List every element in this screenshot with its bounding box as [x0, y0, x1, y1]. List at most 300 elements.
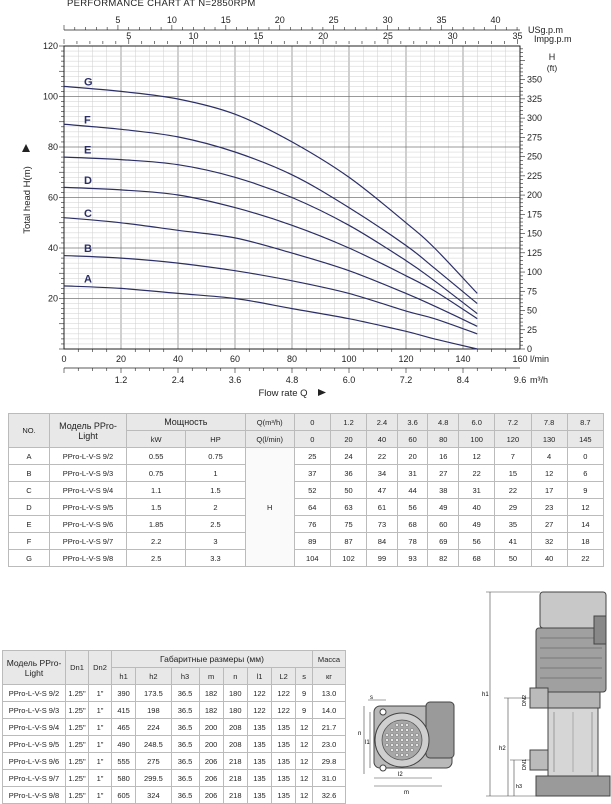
row-model: PPro-L-V-S 9/6	[50, 516, 127, 533]
row-head-value: 34	[367, 465, 398, 482]
impgpm-tick-label: 25	[382, 31, 393, 41]
m3h-tick-label: 7.2	[399, 375, 413, 385]
usgpm-unit: USg.p.m	[528, 25, 564, 35]
ft-tick-label: 250	[527, 151, 543, 162]
row-no: B	[9, 465, 50, 482]
row-dim-value: 36.5	[171, 702, 199, 719]
header-dim-s: s	[296, 668, 313, 685]
row-dim-value: 12	[296, 770, 313, 787]
vent-hole	[415, 738, 418, 741]
dim-label-h3: h3	[516, 784, 523, 790]
row-kw: 1.5	[127, 499, 186, 516]
row-dn1: 1.25"	[66, 719, 89, 736]
row-head-value: 64	[294, 499, 330, 516]
header-q-m3h-value: 7.8	[531, 414, 567, 431]
row-dim-value: 390	[112, 685, 136, 702]
y-tick-label: 40	[47, 243, 58, 253]
row-head-value: 12	[567, 499, 603, 516]
y-tick-label: 100	[42, 91, 58, 102]
header-q-m3h-value: 1.2	[330, 414, 366, 431]
header-q-m3h-value: 8.7	[567, 414, 603, 431]
row-hp: 0.75	[186, 448, 245, 465]
row-head-value: 12	[459, 448, 495, 465]
row-dim-value: 465	[112, 719, 136, 736]
row-head-value: 31	[397, 465, 428, 482]
row-dim-value: 182	[199, 702, 223, 719]
row-hp: 3	[186, 533, 245, 550]
series-label-b: B	[84, 243, 92, 256]
row-head-value: 102	[330, 550, 366, 567]
row-dn2: 1"	[89, 702, 112, 719]
row-dim-value: 12	[296, 736, 313, 753]
row-no: C	[9, 482, 50, 499]
header-dim-l2: L2	[272, 668, 296, 685]
vent-hole	[395, 728, 398, 731]
row-dn2: 1"	[89, 770, 112, 787]
row-head-value: 22	[459, 465, 495, 482]
usgpm-tick-label: 5	[115, 15, 121, 25]
table-row	[3, 736, 346, 753]
series-label-f: F	[84, 114, 91, 127]
x-tick-label: 40	[172, 354, 184, 364]
row-dim-value: 180	[223, 685, 247, 702]
ft-tick-label: 100	[527, 267, 543, 278]
x-tick-label: 160	[512, 354, 528, 364]
row-dim-value: 218	[223, 787, 247, 804]
series-label-a: A	[84, 273, 92, 286]
row-kw: 0.75	[127, 465, 186, 482]
row-head-value: 50	[330, 482, 366, 499]
row-dim-value: 200	[199, 719, 223, 736]
vent-hole	[400, 748, 403, 751]
row-model: PPro-L-V-S 9/2	[50, 448, 127, 465]
row-model: PPro-L-V-S 9/3	[50, 465, 127, 482]
header-dim-h1: h1	[112, 668, 136, 685]
row-dim-value: 218	[223, 770, 247, 787]
x-tick-label: 60	[229, 354, 241, 364]
y-axis-label: Total head H(m)	[22, 166, 33, 234]
x-tick-label: 0	[61, 354, 67, 364]
row-kw: 1.85	[127, 516, 186, 533]
row-dim-value: 135	[247, 736, 271, 753]
row-dn2: 1"	[89, 753, 112, 770]
row-mass: 29.8	[313, 753, 346, 770]
row-dim-value: 206	[199, 753, 223, 770]
x-tick-label: 140	[455, 354, 471, 364]
row-dim-value: 135	[247, 787, 271, 804]
vent-hole	[390, 738, 393, 741]
table-row	[9, 448, 604, 465]
header-dim-h2: h2	[136, 668, 171, 685]
row-head-value: 56	[459, 533, 495, 550]
row-dim-value: 36.5	[171, 787, 199, 804]
table-row	[9, 499, 604, 516]
row-head-value: 89	[294, 533, 330, 550]
y-tick-label: 120	[42, 41, 58, 51]
usgpm-tick-label: 20	[274, 15, 285, 25]
row-head-value: 17	[531, 482, 567, 499]
header-q-m3h-value: 4.8	[428, 414, 459, 431]
row-dn1: 1.25"	[66, 736, 89, 753]
chart-axes	[22, 25, 528, 396]
ft-tick-label: 0	[527, 344, 533, 354]
dim-label-l2: l2	[398, 772, 403, 778]
header-dims: Габаритные размеры (мм)	[112, 651, 313, 668]
vent-hole	[405, 743, 408, 746]
row-head-value: 76	[294, 516, 330, 533]
row-model: PPro-L-V-S 9/5	[3, 736, 66, 753]
row-dim-value: 605	[112, 787, 136, 804]
ft-tick-label: 300	[527, 113, 543, 124]
table-row	[9, 516, 604, 533]
row-kw: 0.55	[127, 448, 186, 465]
row-model: PPro-L-V-S 9/8	[50, 550, 127, 567]
usgpm-tick-label: 30	[382, 15, 393, 25]
header-q-lmin-value: 60	[397, 431, 428, 448]
row-hp: 2	[186, 499, 245, 516]
dim-label-m: m	[404, 790, 409, 796]
row-model: PPro-L-V-S 9/4	[3, 719, 66, 736]
row-head-value: 37	[294, 465, 330, 482]
impgpm-tick-label: 35	[512, 31, 523, 41]
pump-side-view-drawing	[470, 588, 611, 800]
dim-label-dn2: DN2	[522, 694, 528, 706]
ft-tick-label: 125	[527, 247, 543, 258]
row-head-value: 9	[567, 482, 603, 499]
table-row	[3, 787, 346, 804]
row-model: PPro-L-V-S 9/3	[3, 702, 66, 719]
dim-label-dn1: DN1	[522, 758, 528, 770]
ft-tick-label: 275	[527, 132, 543, 143]
row-model: PPro-L-V-S 9/4	[50, 482, 127, 499]
row-dim-value: 206	[199, 787, 223, 804]
vent-hole	[400, 723, 403, 726]
vent-hole	[405, 733, 408, 736]
vent-hole	[400, 753, 403, 756]
row-dim-value: 36.5	[171, 685, 199, 702]
ft-tick-label: 200	[527, 190, 543, 201]
header-q-lmin-value: 0	[294, 431, 330, 448]
series-label-d: D	[84, 174, 92, 187]
header-power: Мощность	[127, 414, 246, 431]
series-label-c: C	[84, 207, 92, 220]
row-head-value: 4	[531, 448, 567, 465]
row-no: F	[9, 533, 50, 550]
header-mass-unit: кг	[313, 668, 346, 685]
row-no: E	[9, 516, 50, 533]
vent-hole	[385, 733, 388, 736]
vent-hole	[395, 743, 398, 746]
usgpm-tick-label: 35	[436, 15, 447, 25]
dim-label-h1: h1	[482, 692, 489, 698]
m3h-tick-label: 9.6	[513, 375, 527, 385]
row-mass: 21.7	[313, 719, 346, 736]
x-tick-label: 20	[115, 354, 127, 364]
row-dim-value: 135	[272, 736, 296, 753]
row-head-value: 38	[428, 482, 459, 499]
vent-hole	[390, 743, 393, 746]
header-dim-n: n	[223, 668, 247, 685]
row-kw: 2.5	[127, 550, 186, 567]
row-dim-value: 9	[296, 685, 313, 702]
series-line-e	[64, 157, 477, 314]
row-dim-value: 200	[199, 736, 223, 753]
vent-hole	[395, 753, 398, 756]
series-label-g: G	[84, 76, 93, 89]
ft-tick-label: 350	[527, 74, 543, 85]
dim-label-h2: h2	[499, 746, 506, 752]
row-model: PPro-L-V-S 9/7	[50, 533, 127, 550]
vent-hole	[410, 728, 413, 731]
row-head-value: 49	[459, 516, 495, 533]
row-head-value: 22	[367, 448, 398, 465]
row-model: PPro-L-V-S 9/8	[3, 787, 66, 804]
header-q-m3h: Q(m³/h)	[245, 414, 294, 431]
row-head-value: 49	[428, 499, 459, 516]
row-head-value: 29	[495, 499, 531, 516]
vent-hole	[390, 733, 393, 736]
row-dn1: 1.25"	[66, 787, 89, 804]
header-dn2: Dn2	[89, 651, 112, 685]
row-head-value: 61	[367, 499, 398, 516]
vent-hole	[410, 743, 413, 746]
vent-hole	[385, 743, 388, 746]
row-dim-value: 36.5	[171, 736, 199, 753]
vent-hole	[395, 738, 398, 741]
row-head-value: 50	[495, 550, 531, 567]
vent-hole	[390, 728, 393, 731]
header-q-lmin-value: 120	[495, 431, 531, 448]
row-mass: 23.0	[313, 736, 346, 753]
row-head-value: 99	[367, 550, 398, 567]
row-no: G	[9, 550, 50, 567]
row-dim-value: 135	[247, 753, 271, 770]
row-head-value: 32	[531, 533, 567, 550]
row-dim-value: 12	[296, 787, 313, 804]
row-dim-value: 135	[247, 719, 271, 736]
chart-title: PERFORMANCE CHART AT N=2850RPM	[67, 0, 256, 9]
table-row	[9, 533, 604, 550]
table-row	[3, 685, 346, 702]
header-model: Модель PPro-Light	[3, 651, 66, 685]
row-head-value: 63	[330, 499, 366, 516]
row-head-value: 78	[397, 533, 428, 550]
row-dim-value: 415	[112, 702, 136, 719]
header-no: NO.	[9, 414, 50, 448]
row-dim-value: 9	[296, 702, 313, 719]
row-dim-value: 12	[296, 753, 313, 770]
row-head-value: 22	[495, 482, 531, 499]
header-kw: kW	[127, 431, 186, 448]
y-axis-arrow	[22, 144, 30, 152]
vent-hole	[395, 748, 398, 751]
row-head-value: 12	[531, 465, 567, 482]
ft-tick-label: 150	[527, 228, 543, 239]
series-label-e: E	[84, 144, 92, 157]
row-no: A	[9, 448, 50, 465]
x-tick-label: 80	[286, 354, 298, 364]
row-mass: 31.0	[313, 770, 346, 787]
vent-hole	[405, 748, 408, 751]
row-head-value: 84	[367, 533, 398, 550]
row-dim-value: 580	[112, 770, 136, 787]
y-tick-label: 20	[47, 293, 58, 304]
vent-hole	[405, 753, 408, 756]
row-head-value: 24	[330, 448, 366, 465]
header-hp: HP	[186, 431, 245, 448]
header-q-lmin-value: 130	[531, 431, 567, 448]
table-row	[3, 719, 346, 736]
row-dn2: 1"	[89, 787, 112, 804]
ft-tick-label: 225	[527, 170, 543, 181]
row-h-label: H	[245, 448, 294, 567]
header-q-m3h-value: 0	[294, 414, 330, 431]
row-dim-value: 122	[247, 685, 271, 702]
ft-tick-label: 25	[527, 324, 538, 335]
row-dn2: 1"	[89, 685, 112, 702]
row-dim-value: 173.5	[136, 685, 171, 702]
impgpm-tick-label: 30	[447, 31, 458, 41]
row-head-value: 104	[294, 550, 330, 567]
table-row	[9, 465, 604, 482]
impgpm-tick-label: 10	[188, 31, 199, 41]
row-dn1: 1.25"	[66, 753, 89, 770]
row-model: PPro-L-V-S 9/7	[3, 770, 66, 787]
row-kw: 1.1	[127, 482, 186, 499]
row-dim-value: 182	[199, 685, 223, 702]
m3h-tick-label: 4.8	[285, 375, 299, 385]
row-dim-value: 208	[223, 736, 247, 753]
header-dim-m: m	[199, 668, 223, 685]
row-head-value: 40	[531, 550, 567, 567]
row-head-value: 14	[567, 516, 603, 533]
row-dim-value: 224	[136, 719, 171, 736]
x-axis-arrow	[318, 389, 326, 396]
ft-tick-label: 325	[527, 93, 543, 104]
vent-hole	[405, 728, 408, 731]
row-dim-value: 122	[272, 685, 296, 702]
vent-hole	[405, 723, 408, 726]
header-q-lmin-value: 145	[567, 431, 603, 448]
vent-hole	[400, 738, 403, 741]
row-head-value: 56	[397, 499, 428, 516]
row-dim-value: 248.5	[136, 736, 171, 753]
x-axis-label: Flow rate Q	[258, 388, 308, 399]
ft-tick-label: 50	[527, 305, 538, 316]
table-row	[3, 770, 346, 787]
row-head-value: 82	[428, 550, 459, 567]
m3h-tick-label: 3.6	[228, 375, 242, 385]
row-hp: 1	[186, 465, 245, 482]
vent-hole	[410, 748, 413, 751]
ft-tick-label: 175	[527, 209, 543, 220]
row-head-value: 27	[428, 465, 459, 482]
header-q-m3h-value: 3.6	[397, 414, 428, 431]
header-q-lmin-value: 40	[367, 431, 398, 448]
x-unit-m3h: m³/h	[530, 375, 548, 385]
vent-hole	[385, 738, 388, 741]
usgpm-tick-label: 15	[220, 15, 231, 25]
dimensions-table	[2, 650, 346, 804]
row-dim-value: 135	[272, 753, 296, 770]
table-row	[3, 702, 346, 719]
header-q-lmin-value: 100	[459, 431, 495, 448]
vent-hole	[395, 733, 398, 736]
usgpm-tick-label: 40	[490, 15, 501, 25]
row-head-value: 44	[397, 482, 428, 499]
row-dn1: 1.25"	[66, 685, 89, 702]
row-dim-value: 36.5	[171, 719, 199, 736]
row-dim-value: 135	[272, 770, 296, 787]
header-q-m3h-value: 7.2	[495, 414, 531, 431]
row-head-value: 16	[428, 448, 459, 465]
row-dim-value: 135	[272, 719, 296, 736]
header-mass: Масса	[313, 651, 346, 668]
m3h-tick-label: 8.4	[456, 375, 470, 385]
row-model: PPro-L-V-S 9/2	[3, 685, 66, 702]
row-mass: 13.0	[313, 685, 346, 702]
ft-axis-label-unit: (ft)	[546, 63, 558, 73]
row-head-value: 20	[397, 448, 428, 465]
row-head-value: 22	[567, 550, 603, 567]
table-row	[9, 482, 604, 499]
row-head-value: 15	[495, 465, 531, 482]
vent-hole	[400, 743, 403, 746]
header-q-m3h-value: 6.0	[459, 414, 495, 431]
row-head-value: 7	[495, 448, 531, 465]
row-head-value: 68	[397, 516, 428, 533]
row-head-value: 6	[567, 465, 603, 482]
row-dn2: 1"	[89, 736, 112, 753]
table-row	[9, 550, 604, 567]
row-head-value: 75	[330, 516, 366, 533]
row-dn1: 1.25"	[66, 770, 89, 787]
row-hp: 2.5	[186, 516, 245, 533]
row-head-value: 41	[495, 533, 531, 550]
header-model: Модель PPro-Light	[50, 414, 127, 448]
row-head-value: 60	[428, 516, 459, 533]
header-dim-l1: l1	[247, 668, 271, 685]
impgpm-tick-label: 15	[253, 31, 264, 41]
vent-hole	[400, 728, 403, 731]
row-head-value: 25	[294, 448, 330, 465]
vent-hole	[405, 738, 408, 741]
series-line-c	[64, 218, 477, 327]
row-head-value: 93	[397, 550, 428, 567]
performance-table	[8, 413, 604, 567]
row-dim-value: 206	[199, 770, 223, 787]
row-dim-value: 275	[136, 753, 171, 770]
row-dim-value: 324	[136, 787, 171, 804]
row-head-value: 27	[531, 516, 567, 533]
row-head-value: 69	[428, 533, 459, 550]
x-unit-lmin: l/min	[530, 354, 550, 364]
row-head-value: 52	[294, 482, 330, 499]
m3h-tick-label: 6.0	[342, 375, 356, 385]
row-head-value: 31	[459, 482, 495, 499]
row-dim-value: 36.5	[171, 753, 199, 770]
row-head-value: 68	[459, 550, 495, 567]
series-line-a	[64, 286, 477, 349]
row-dim-value: 122	[272, 702, 296, 719]
row-dim-value: 555	[112, 753, 136, 770]
vent-hole	[390, 748, 393, 751]
usgpm-tick-label: 10	[166, 15, 177, 25]
row-dim-value: 135	[247, 770, 271, 787]
y-tick-label: 80	[47, 142, 58, 152]
row-dim-value: 12	[296, 719, 313, 736]
row-dim-value: 135	[272, 787, 296, 804]
